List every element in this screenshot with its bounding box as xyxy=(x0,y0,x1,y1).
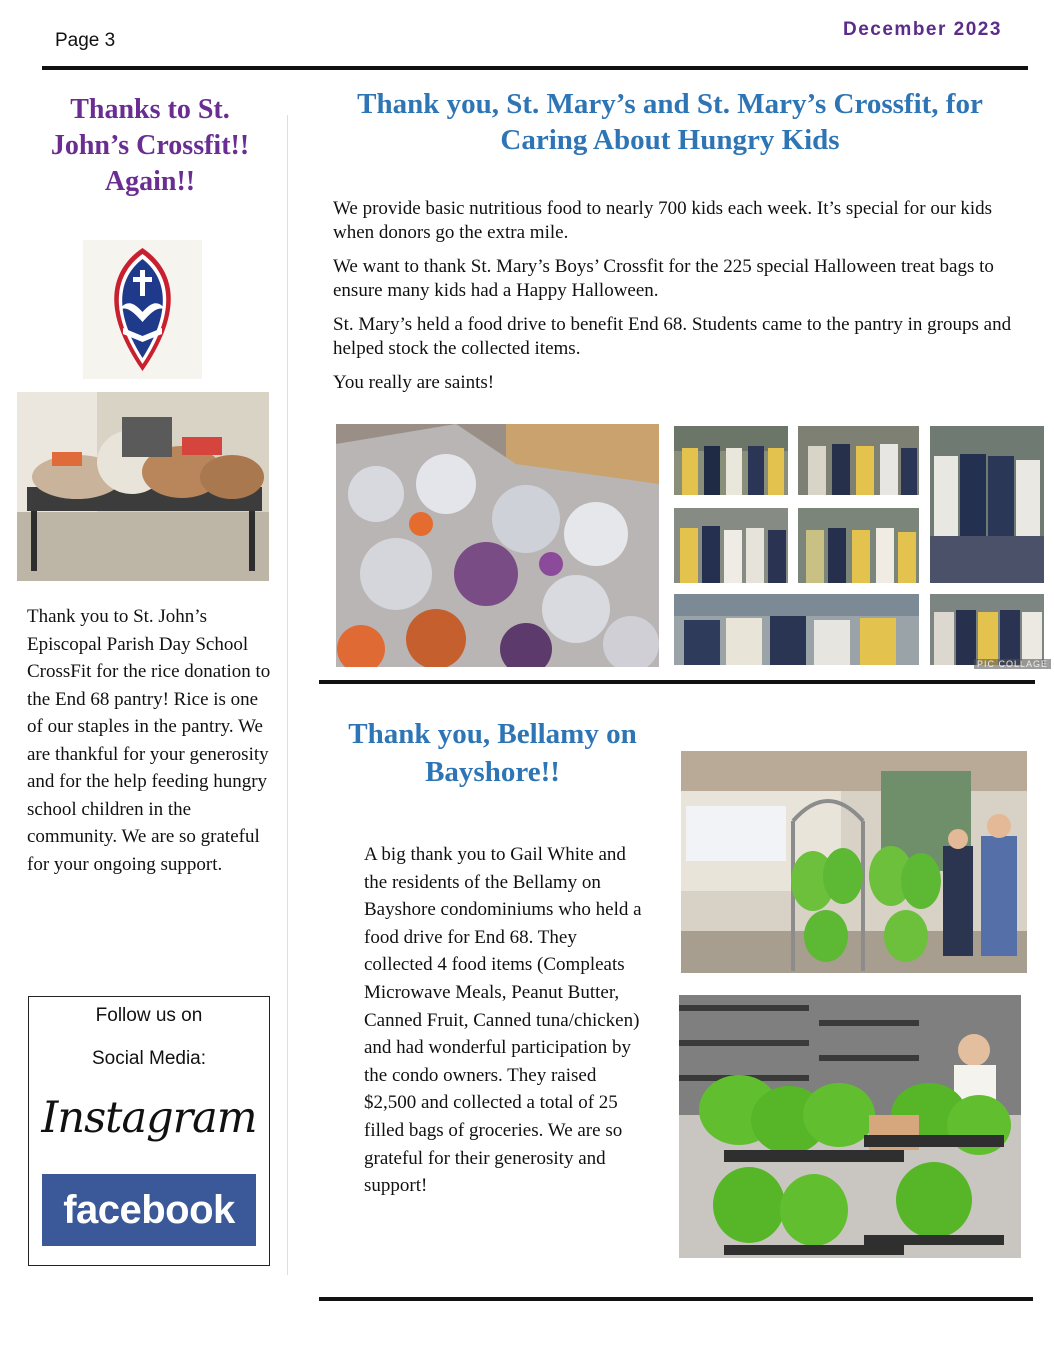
collage-photo-students xyxy=(674,508,788,583)
collage-photo-students xyxy=(674,594,919,665)
issue-date: December 2023 xyxy=(843,19,1002,40)
main-paragraph: St. Mary’s held a food drive to benefit End 68. Students came to the pantry in groups and helped stock the collected items. xyxy=(333,314,1012,359)
collage-photo-students xyxy=(798,508,919,583)
collage-photo-students xyxy=(798,426,919,495)
halloween-treat-bags-photo xyxy=(336,424,659,667)
social-media-box xyxy=(28,996,270,1266)
instagram-link[interactable]: Instagram xyxy=(41,1093,257,1143)
bellamy-residents-photo xyxy=(681,751,1027,973)
sidebar-body-text: Thank you to St. John’s Episcopal Parish Day School CrossFit for the rice donation to the End 68 pantry! Rice is one of our staples in the pantry. We are thankful for your generosity and for the help feeding hungry school children in the community. We are so grateful for your ongoing support. xyxy=(27,606,271,875)
collage-photo-students xyxy=(930,426,1044,583)
rice-donation-photo xyxy=(17,392,269,581)
page-number: Page 3 xyxy=(55,30,116,51)
main-paragraph: We provide basic nutritious food to nearly 700 kids each week. It’s special for our kids when donors go the extra mile. xyxy=(333,198,993,243)
collage-photo-students xyxy=(930,594,1044,665)
collage-watermark: PIC COLLAGE xyxy=(974,659,1051,669)
facebook-link[interactable]: facebook xyxy=(42,1174,256,1246)
bellamy-article-title: Thank you, Bellamy on Bayshore!! xyxy=(348,718,637,788)
social-follow-label: Follow us on xyxy=(95,1005,203,1026)
main-paragraph: We want to thank St. Mary’s Boys’ Crossfit for the 225 special Halloween treat bags to ensure many kids had a Happy Halloween. xyxy=(333,256,994,301)
sidebar-title: Thanks to St. John’s Crossfit!! Again!! xyxy=(50,94,250,197)
school-crest-logo xyxy=(83,240,202,379)
main-paragraph: You really are saints! xyxy=(333,372,495,393)
social-media-label: Social Media: xyxy=(91,1048,207,1069)
top-divider xyxy=(42,66,1028,70)
bottom-divider xyxy=(319,1297,1033,1301)
section-divider xyxy=(319,680,1035,684)
collage-photo-students xyxy=(674,426,788,495)
bellamy-groceries-photo xyxy=(679,995,1021,1258)
column-divider xyxy=(287,115,288,1275)
main-article-body xyxy=(333,197,1023,405)
bellamy-article-body: A big thank you to Gail White and the residents of the Bellamy on Bayshore condominiums who held a food drive for End 68. They collected 4 food items (Compleats Microwave Meals, Peanut Butter, Canned Fruit, Canned tuna/chicken) and had wonderful participation by the condo owners. They raised $2,500 and collected a total of 25 filled bags of groceries. We are so grateful for their generosity and support! xyxy=(364,844,642,1197)
main-article-title: Thank you, St. Mary’s and St. Mary’s Crossfit, for Caring About Hungry Kids xyxy=(357,88,983,156)
